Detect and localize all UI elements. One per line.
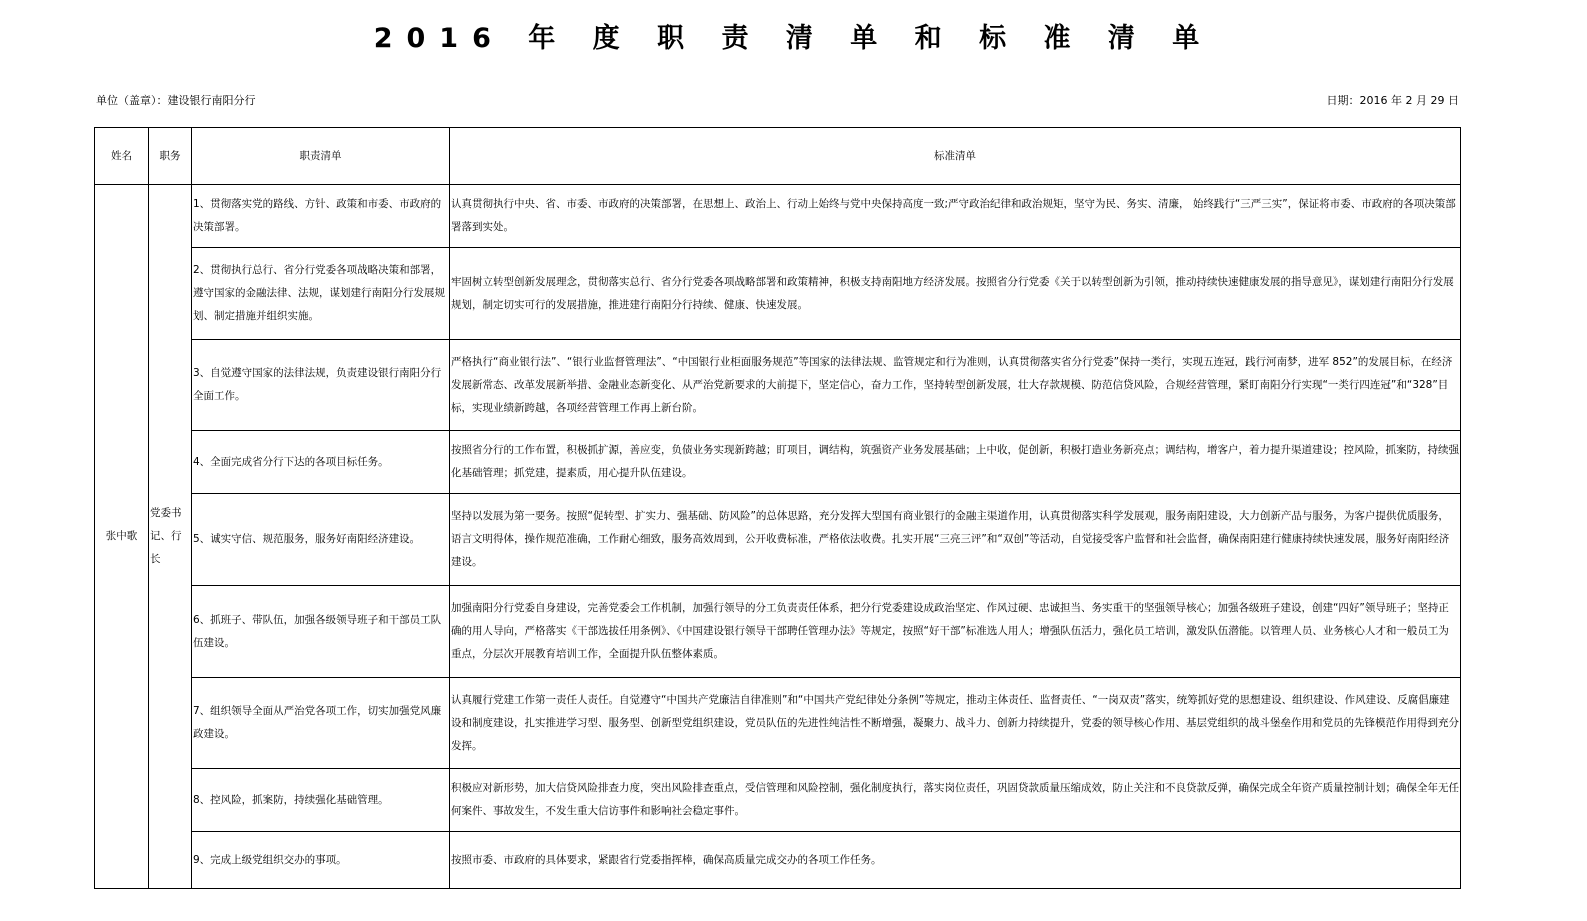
- header-duty-list: 职责清单: [192, 128, 450, 185]
- header-position: 职务: [149, 128, 192, 185]
- standard-cell: 按照省分行的工作布置，积极抓扩源，善应变，负债业务实现新跨越；盯项目，调结构，筑强资产业务发展基础；上中收，促创新，积极打造业务新亮点；调结构，增客户，着力提升渠道建设；控风险，抓案防，持续强化基础管理；抓党建，提素质，用心提升队伍建设。: [450, 431, 1461, 494]
- header-standard-list: 标准清单: [450, 128, 1461, 185]
- person-position: 党委书记、行长: [149, 185, 192, 889]
- table-header-row: [95, 128, 1461, 185]
- duty-cell: 3、自觉遵守国家的法律法规，负责建设银行南阳分行全面工作。: [192, 340, 450, 431]
- standard-cell: 严格执行“商业银行法”、“银行业监督管理法”、“中国银行业柜面服务规范”等国家的法律法规、监管规定和行为准则，认真贯彻落实省分行党委”保持一类行，实现五连冠，践行河南梦，进军 852”的发展目标，在经济发展新常态、改革发展新举措、金融业态新变化、从严治党新要求的大前提下，坚定信心，奋力工作，坚持转型创新发展，壮大存款规模、防范信贷风险，合规经营管理，紧盯南阳分行实现“一类行四连冠”和“328”目标，实现业绩新跨越，各项经营管理工作再上新台阶。: [450, 340, 1461, 431]
- standard-cell: 积极应对新形势，加大信贷风险排查力度，突出风险排查重点，受信管理和风险控制，强化制度执行，落实岗位责任，巩固贷款质量压缩成效，防止关注和不良贷款反弹，确保完成全年资产质量控制计划；确保全年无任何案件、事故发生，不发生重大信访事件和影响社会稳定事件。: [450, 769, 1461, 832]
- standard-cell: 牢固树立转型创新发展理念，贯彻落实总行、省分行党委各项战略部署和政策精神，积极支持南阳地方经济发展。按照省分行党委《关于以转型创新为引领，推动持续快速健康发展的指导意见》，谋划建行南阳分行发展规划，制定切实可行的发展措施，推进建行南阳分行持续、健康、快速发展。: [450, 248, 1461, 340]
- duty-cell: 1、贯彻落实党的路线、方针、政策和市委、市政府的决策部署。: [192, 185, 450, 248]
- header-name: 姓名: [95, 128, 149, 185]
- duty-cell: 8、控风险，抓案防，持续强化基础管理。: [192, 769, 450, 832]
- duty-cell: 4、全面完成省分行下达的各项目标任务。: [192, 431, 450, 494]
- table-row: [95, 185, 1461, 248]
- duty-cell: 2、贯彻执行总行、省分行党委各项战略决策和部署，遵守国家的金融法律、法规，谋划建行南阳分行发展规划、制定措施并组织实施。: [192, 248, 450, 340]
- page-title: 2016 年 度 职 责 清 单 和 标 准 清 单: [373, 23, 1214, 54]
- table-row: [95, 494, 1461, 586]
- standard-cell: 认真履行党建工作第一责任人责任。自觉遵守“中国共产党廉洁自律准则”和“中国共产党纪律处分条例”等规定，推动主体责任、监督责任、“一岗双责”落实，统筹抓好党的思想建设、组织建设、作风建设、反腐倡廉建设和制度建设，扎实推进学习型、服务型、创新型党组织建设，党员队伍的先进性纯洁性不断增强，凝聚力、战斗力、创新力持续提升，党委的领导核心作用、基层党组织的战斗堡垒作用和党员的先锋模范作用得到充分发挥。: [450, 678, 1461, 769]
- standard-cell: 加强南阳分行党委自身建设，完善党委会工作机制，加强行领导的分工负责责任体系，把分行党委建设成政治坚定、作风过硬、忠诚担当、务实重干的坚强领导核心；加强各级班子建设，创建“四好”领导班子；坚持正确的用人导向，严格落实《干部选拔任用条例》、《中国建设银行领导干部聘任管理办法》等规定，按照“好干部”标准选人用人；增强队伍活力，强化员工培训，激发队伍潜能。以管理人员、业务核心人才和一般员工为重点，分层次开展教育培训工作，全面提升队伍整体素质。: [450, 586, 1461, 678]
- table-row: [95, 769, 1461, 832]
- duty-standard-table: [94, 127, 1461, 889]
- unit-label: 单位（盖章）：建设银行南阳分行: [96, 94, 256, 107]
- standard-cell: 坚持以发展为第一要务。按照“促转型、扩实力、强基础、防风险”的总体思路，充分发挥大型国有商业银行的金融主渠道作用，认真贯彻落实科学发展观，服务南阳建设，大力创新产品与服务，为客户提供优质服务，语言文明得体，操作规范准确，工作耐心细致，服务高效周到，公开收费标准，严格依法收费。扎实开展“三亮三评”和“双创”等活动，自觉接受客户监督和社会监督，确保南阳建行健康持续快速发展，服务好南阳经济建设。: [450, 494, 1461, 586]
- table-row: [95, 832, 1461, 889]
- table-row: [95, 586, 1461, 678]
- person-name: 张中歌: [95, 185, 149, 889]
- duty-cell: 5、诚实守信、规范服务，服务好南阳经济建设。: [192, 494, 450, 586]
- standard-cell: 认真贯彻执行中央、省、市委、市政府的决策部署，在思想上、政治上、行动上始终与党中央保持高度一致;严守政治纪律和政治规矩，坚守为民、务实、清廉， 始终践行“三严三实”，保证将市委、市政府的各项决策部署落到实处。: [450, 185, 1461, 248]
- duty-cell: 7、组织领导全面从严治党各项工作，切实加强党风廉政建设。: [192, 678, 450, 769]
- duty-cell: 6、抓班子、带队伍，加强各级领导班子和干部员工队伍建设。: [192, 586, 450, 678]
- table-row: [95, 248, 1461, 340]
- table-row: [95, 431, 1461, 494]
- standard-cell: 按照市委、市政府的具体要求，紧跟省行党委指挥棒，确保高质量完成交办的各项工作任务。: [450, 832, 1461, 889]
- duty-cell: 9、完成上级党组织交办的事项。: [192, 832, 450, 889]
- date-label: 日期：2016 年 2 月 29 日: [1326, 94, 1459, 107]
- table-row: [95, 678, 1461, 769]
- table-row: [95, 340, 1461, 431]
